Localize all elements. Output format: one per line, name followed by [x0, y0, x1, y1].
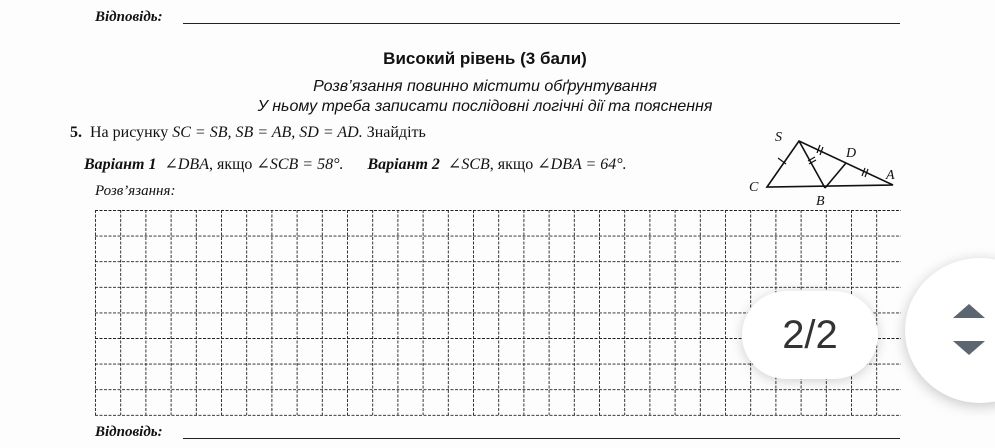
task-number: 5.	[70, 124, 82, 141]
variant-1-given: ∠SCB = 58°.	[256, 156, 344, 173]
level-title: Високий рівень (3 бали)	[383, 49, 587, 68]
task-condition-2: SB = AB,	[235, 124, 296, 141]
variant-2-find: ∠SCB	[447, 156, 490, 173]
answer-label-top: Відповідь:	[95, 9, 163, 25]
chevron-down-icon[interactable]	[953, 341, 985, 355]
task-ask: Знайдіть	[366, 124, 426, 141]
variant-2-given: ∠DBA = 64°.	[537, 156, 627, 173]
variants-line	[84, 154, 627, 174]
segment-sb	[799, 141, 825, 188]
page-indicator	[742, 291, 878, 379]
figure-label-d: D	[846, 146, 857, 161]
task-statement	[70, 124, 426, 142]
requirement-line-2: У ньому треба записати послідовні логічні дії та пояснення	[257, 98, 713, 115]
variant-2-label: Варіант 2	[367, 156, 440, 173]
answer-label-bottom: Відповідь:	[95, 424, 163, 440]
task-intro: На рисунку	[90, 124, 169, 141]
variant-2-if: , якщо	[489, 156, 534, 173]
figure-label-a: A	[886, 168, 895, 183]
task-condition-1: SC = SB,	[172, 124, 232, 141]
variant-1-if: , якщо	[208, 156, 253, 173]
answer-rule-top	[183, 23, 900, 24]
triangle-figure	[745, 128, 905, 210]
page-nav-control[interactable]	[905, 258, 995, 403]
solution-label: Розв’язання:	[95, 183, 176, 199]
chevron-up-icon[interactable]	[953, 304, 985, 318]
answer-line-bottom	[95, 421, 900, 441]
answer-line-top	[95, 6, 900, 26]
figure-label-c: C	[749, 180, 759, 195]
requirement-line-1: Розв’язання повинно містити обґрунтування	[313, 78, 657, 95]
answer-rule-bottom	[183, 438, 900, 439]
segment-bd	[825, 163, 846, 188]
variant-1-find: ∠DBA	[164, 156, 209, 173]
figure-label-s: S	[775, 130, 782, 145]
variant-1-label: Варіант 1	[84, 156, 157, 173]
task-condition-3: SD = AD.	[299, 124, 363, 141]
page-indicator-text: 2/2	[782, 312, 838, 357]
figure-label-b: B	[816, 194, 825, 209]
